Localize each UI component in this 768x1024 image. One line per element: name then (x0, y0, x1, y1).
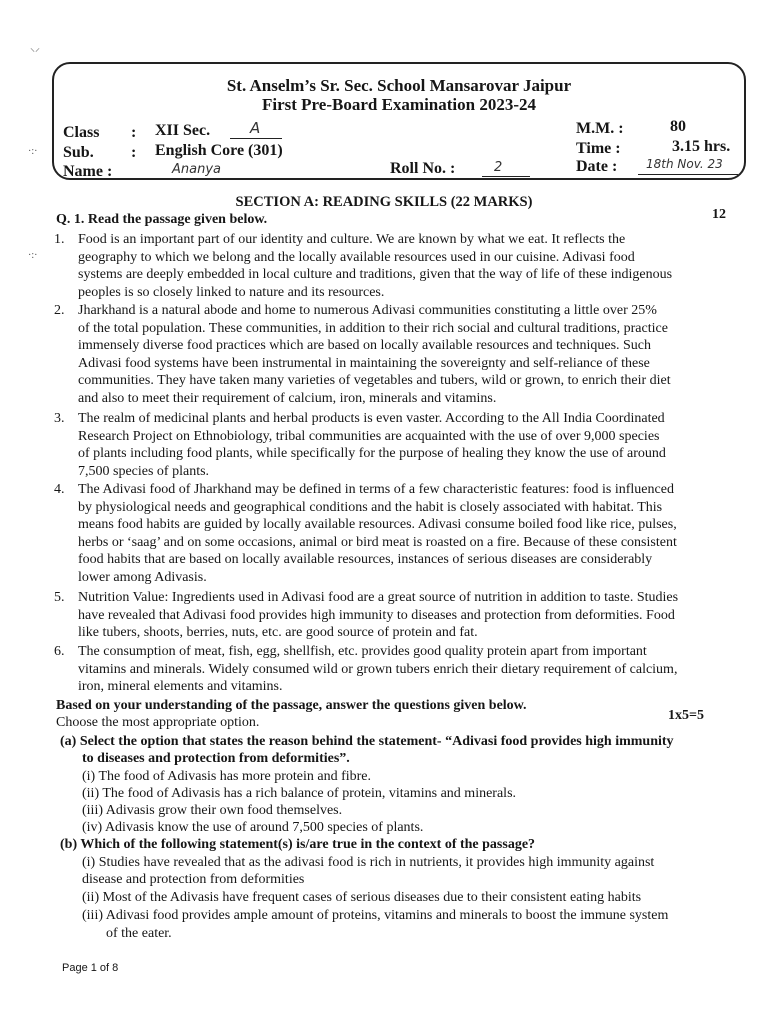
question-b-option-3-cont: of the eater. (106, 926, 172, 941)
question-a-option-2: (ii) The food of Adivasis has a rich balance of protein, vitamins and minerals. (82, 786, 517, 801)
subject-value: English Core (301) (155, 142, 283, 159)
paragraph-line: of plants including food plants, while specifically for the purpose of healing they know the use of around (78, 446, 666, 462)
mm-value: 80 (670, 118, 686, 135)
exam-title: First Pre-Board Examination 2023-24 (261, 95, 537, 114)
paragraph-line: Jharkhand is a natural abode and home to numerous Adivasi communities constituting a little over 25% (78, 303, 657, 318)
time-label: Time : (576, 140, 621, 157)
question-a-text: (a) Select the option that states the reason behind the statement- “Adivasi food provides high immunity (60, 734, 674, 749)
scan-mark: ·:· (28, 250, 38, 261)
paragraph-line: like tubers, shoots, berries, nuts, etc. are good source of protein and fat. (78, 625, 478, 641)
paragraph-line: Food is an important part of our identity and culture. We are known by what we eat. It reflects the (78, 232, 626, 247)
scan-mark: ·:· (28, 146, 38, 157)
roll-handwritten: 2 (494, 160, 503, 175)
section-handwritten: A (250, 119, 261, 137)
school-name: St. Anselm’s Sr. Sec. School Mansarovar Jaipur (226, 76, 572, 95)
passage-paragraph-5 (54, 589, 679, 642)
question-1-label: Q. 1. Read the passage given below. (56, 212, 268, 227)
header-box (52, 62, 746, 180)
question-b-option-3: (iii) Adivasi food provides ample amount of proteins, vitamins and minerals to boost the immune system (82, 908, 669, 923)
paragraph-line: The realm of medicinal plants and herbal products is even vaster. According to the All India Coordinated (78, 411, 665, 426)
paragraph-line: systems are deeply embedded in local culture and traditions, given that the way of life of these indigenous (78, 267, 673, 283)
class-colon: : (131, 124, 137, 141)
roll-underline (482, 176, 530, 177)
section-title: SECTION A: READING SKILLS (22 MARKS) (235, 194, 533, 210)
paragraph-line: vitamins and minerals. Widely consumed wild or grown tubers enrich their dietary requirement of calcium, (78, 661, 678, 677)
paragraph-line: herbs or ‘saag’ and on some occasions, animal or bird meat is roasted on a fire. Because of these consistent (78, 534, 677, 550)
date-label: Date : (576, 158, 618, 175)
paragraph-line: peoples is so closely linked to nature and its resources. (78, 284, 385, 300)
paragraph-line: means food habits are guided by locally available resources. Adivasi consume boiled food like rice, pulses, (78, 517, 677, 533)
paragraph-line: Adivasi food systems have been instrumental in maintaining the sovereignty and self-reliance of these (78, 355, 650, 371)
name-label: Name : (63, 163, 113, 180)
paragraph-line: Research Project on Ethnobiology, tribal communities are acquainted with the use of over 9,000 species (78, 428, 660, 444)
paragraph-number: 2. (54, 303, 65, 318)
paragraph-line: iron, mineral elements and vitamins. (78, 679, 283, 695)
date-handwritten: 18th Nov. 23 (646, 157, 723, 171)
subject-colon: : (131, 144, 137, 161)
paragraph-line: of the total population. These communities, in addition to their rich social and cultural traditions, practice (78, 320, 668, 336)
question-a-text-cont: to diseases and protection from deformities”. (82, 751, 350, 766)
class-label: Class (63, 124, 100, 141)
question-a-option-3: (iii) Adivasis grow their own food themselves. (82, 803, 343, 818)
paragraph-line: lower among Adivasis. (78, 569, 207, 585)
paragraph-line: food habits that are based on locally available resources, instances of serious diseases are considerably (78, 552, 653, 568)
name-handwritten: Ananya (172, 162, 221, 177)
passage-paragraph-6 (54, 643, 678, 696)
paragraph-number: 5. (54, 590, 65, 605)
scan-mark: ⸜⸝ (30, 43, 40, 54)
paragraph-line: immensely diverse food practices which are based on locally available resources and techniques. Such (78, 338, 652, 354)
passage-paragraph-1 (54, 231, 673, 301)
paragraph-line: by physiological needs and geographical conditions and the habit is closely associated with habitat. This (78, 499, 663, 515)
question-1-marks: 12 (712, 207, 726, 222)
time-value: 3.15 hrs. (672, 138, 731, 155)
date-underline (638, 174, 738, 175)
passage-paragraph-4 (54, 481, 677, 587)
question-b-option-1: (i) Studies have revealed that as the adivasi food is rich in nutrients, it provides high immunity against (82, 855, 655, 870)
paragraph-line: communities. They have taken many varieties of vegetables and tubers, wild or grown, to enrich their diet (78, 373, 671, 389)
paragraph-number: 3. (54, 411, 65, 426)
paragraph-line: The Adivasi food of Jharkhand may be defined in terms of a few characteristic features: food is influenced (78, 482, 674, 497)
question-b-option-1-cont: disease and protection from deformities (82, 872, 305, 887)
roll-label: Roll No. : (390, 160, 456, 177)
paragraph-number: 6. (54, 644, 65, 659)
paragraph-line: have revealed that Adivasi food provides high immunity to diseases and protection from deformities. Food (78, 607, 675, 623)
question-b-option-2: (ii) Most of the Adivasis have frequent cases of serious diseases due to their consistent eating habits (82, 890, 642, 905)
instructions-choose: Choose the most appropriate option. (56, 715, 260, 730)
instructions-heading: Based on your understanding of the passage, answer the questions given below. (56, 698, 527, 713)
name-underline (154, 178, 334, 179)
paragraph-number: 1. (54, 232, 65, 247)
passage-paragraph-3 (54, 410, 666, 480)
page-number: Page 1 of 8 (62, 962, 119, 974)
paragraph-number: 4. (54, 482, 65, 497)
question-a-option-1: (i) The food of Adivasis has more protein and fibre. (82, 769, 372, 784)
paragraph-line: The consumption of meat, fish, egg, shellfish, etc. provides good quality protein apart from important (78, 644, 647, 659)
mm-label: M.M. : (576, 120, 624, 137)
subject-label: Sub. (63, 144, 94, 161)
paragraph-line: and also to meet their requirement of calcium, iron, minerals and vitamins. (78, 390, 497, 406)
class-value: XII Sec. (155, 122, 211, 139)
question-b-text: (b) Which of the following statement(s) is/are true in the context of the passage? (60, 837, 536, 852)
passage-paragraph-2 (54, 302, 671, 408)
paragraph-line: Nutrition Value: Ingredients used in Adivasi food are a great source of nutrition in addition to taste. Studies (78, 590, 679, 605)
section-underline (230, 138, 282, 139)
question-a-option-4: (iv) Adivasis know the use of around 7,500 species of plants. (82, 820, 424, 835)
paragraph-line: 7,500 species of plants. (78, 463, 210, 479)
instructions-marks: 1x5=5 (668, 708, 704, 723)
paragraph-line: geography to which we belong and the locally available resources used in our cuisine. Adivasi food (78, 249, 635, 265)
